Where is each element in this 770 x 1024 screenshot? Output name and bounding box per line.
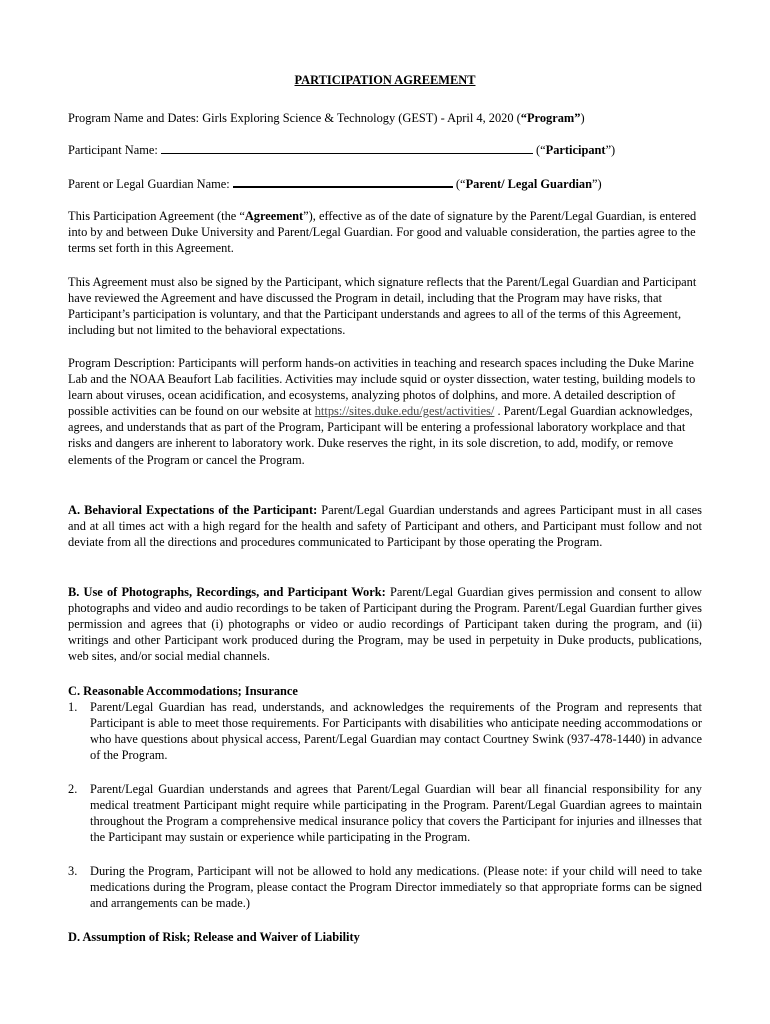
signature-paragraph: This Agreement must also be signed by the Participant, which signature reflects that the Parent/Legal Guardian and Participant have reviewed the Agreement and have discussed the Program in detail, including that the Program may have risks, that Participant’s participation is voluntary, and that the Participant understands and agrees to all of the terms of this Agreement, including but not limited to the behavioral expectations. (68, 275, 697, 338)
section-a-heading: A. Behavioral Expectations of the Participant: (68, 503, 318, 517)
section-d-heading: D. Assumption of Risk; Release and Waiver of Liability (68, 930, 360, 944)
section-c-heading: C. Reasonable Accommodations; Insurance (68, 684, 298, 698)
participant-name-line: Participant Name: (“Participant”) (68, 143, 616, 157)
document-title: PARTICIPATION AGREEMENT (294, 73, 476, 87)
list-item: 2. Parent/Legal Guardian understands and agrees that Parent/Legal Guardian will bear all financial responsibility for any medical treatment Participant might require while participating in the Program. Parent/Legal Guardian agrees to maintain throughout the Program a comprehensive medical insurance policy that covers the Participant for injuries and illnesses that the Participant may sustain or experience while participating in the Program. (68, 782, 702, 845)
guardian-name-line: Parent or Legal Guardian Name: (“Parent/ Legal Guardian”) (68, 177, 602, 191)
program-line: Program Name and Dates: Girls Exploring Science & Technology (GEST) - April 4, 2020 (“Program”) (68, 111, 585, 125)
list-item: 1. Parent/Legal Guardian has read, understands, and acknowledges the requirements of the Program and represents that Participant is able to meet those requirements. For Participants with disabilities who anticipate needing accommodations or who have questions about physical access, Parent/Legal Guardian may contact Courtney Swink (937-478-1440) in advance of the Program. (68, 700, 702, 763)
intro-paragraph: This Participation Agreement (the “Agreement”), effective as of the date of signature by the Parent/Legal Guardian, is entered into by and between Duke University and Parent/Legal Guardian. For good and valuable consideration, the parties agree to the terms set forth in this Agreement. (68, 209, 697, 256)
section-a-paragraph: A. Behavioral Expectations of the Participant: Parent/Legal Guardian understands and agrees Participant must in all cases and at all times act with a high regard for the health and safety of Participant and others, and Participant must follow and not deviate from all the directions and procedures communicated to Participant by those operating the Program. (68, 503, 702, 550)
guardian-name-field[interactable] (233, 175, 453, 188)
list-item: 3. During the Program, Participant will not be allowed to hold any medications. (Please note: if your child will need to take medications during the Program, please contact the Program Director immediately so that appropriate forms can be signed and arrangements can be made.) (68, 864, 702, 911)
participant-name-field[interactable] (161, 142, 533, 154)
section-b-paragraph: B. Use of Photographs, Recordings, and Participant Work: Parent/Legal Guardian gives permission and consent to allow photographs and video and audio recordings to be taken of Participant during the Program. Parent/Legal Guardian further gives permission and agrees that (i) photographs or video or audio recordings of Participant taken during the program, and (ii) writings and other Participant work produced during the Program, may be used in perpetuity in Duke products, publications, web sites, and/or social medial channels. (68, 585, 702, 664)
section-b-heading: B. Use of Photographs, Recordings, and Participant Work: (68, 585, 386, 599)
activities-link[interactable]: https://sites.duke.edu/gest/activities/ (314, 404, 495, 419)
program-description-paragraph: Program Description: Participants will perform hands-on activities in teaching and research spaces including the Duke Marine Lab and the NOAA Beaufort Lab facilities. Activities may include squid or oyster dissection, water testing, building models to learn about viruses, ocean acidification, and ecosystems, analyzing photos of dolphins, and more. A detailed description of possible activities can be found on our website at https://sites.duke.edu/gest/activities/ . Parent/Legal Guardian acknowledges, agrees, and understands that as part of the Program, Participant will be entering a professional laboratory workplace and that risks and dangers are inherent to laboratory work. Duke reserves the right, in its sole discretion, to add, modify, or remove elements of the Program or cancel the Program. (68, 356, 696, 467)
